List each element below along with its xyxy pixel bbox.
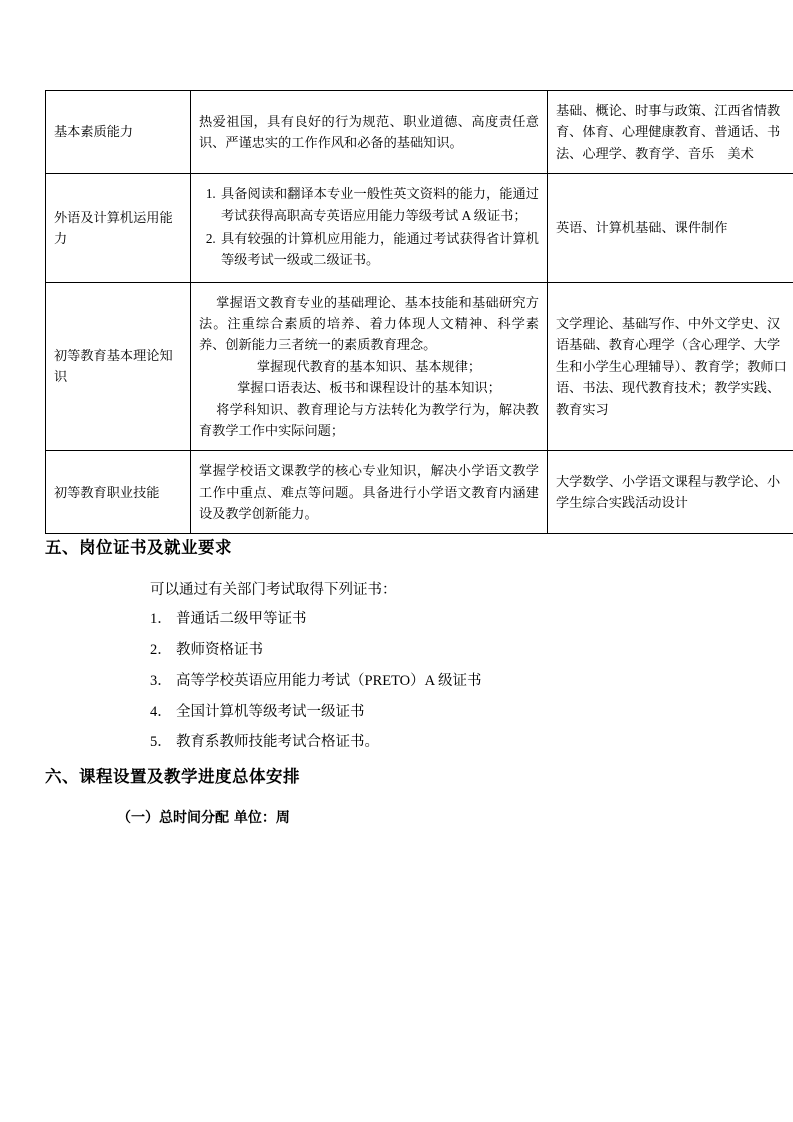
section-six-heading: 六、课程设置及教学进度总体安排 <box>45 767 300 787</box>
table-body <box>46 91 793 534</box>
list-item-number: 3． <box>150 672 172 689</box>
description-text: 掌握学校语文课教学的核心专业知识，解决小学语文教学工作中重点、难点等问题。具备进行小学语文教育内涵建设及教学创新能力。 <box>199 463 539 521</box>
description-ordered-list <box>199 183 539 271</box>
list-item-number: 2． <box>150 642 172 659</box>
section-six-subheading: （一）总时间分配 单位：周 <box>117 810 290 827</box>
description-line: 将学科知识、教育理论与方法转化为教学行为，解决教育教学工作中实际问题； <box>199 401 539 438</box>
list-item: 1. 具备阅读和翻译本专业一般性英文资料的能力，能通过考试获得高职高专英语应用能力等级考试 A 级证书； <box>219 183 539 226</box>
row-description <box>191 282 548 451</box>
list-item <box>150 640 748 662</box>
list-item-label: 全国计算机等级考试一级证书 <box>176 703 365 720</box>
list-item-label: 教师资格证书 <box>176 642 263 659</box>
table-row <box>46 282 793 451</box>
list-item <box>150 609 748 631</box>
list-item <box>150 702 748 724</box>
row-category: 基本素质能力 <box>46 91 191 174</box>
description-text: 热爱祖国，具有良好的行为规范、职业道德、高度责任意识、严谨忠实的工作作风和必备的基础知识。 <box>199 113 539 151</box>
certificate-list <box>150 609 748 754</box>
list-item-number: 5． <box>150 734 172 751</box>
list-item-label: 教育系教师技能考试合格证书。 <box>176 734 379 751</box>
row-courses: 大学数学、小学语文课程与教学论、小学生综合实践活动设计 <box>548 451 793 534</box>
row-category: 外语及计算机运用能力 <box>46 174 191 283</box>
row-courses: 基础、概论、时事与政策、江西省情教育、体育、心理健康教育、普通话、书法、心理学、教育学、音乐 美术 <box>548 91 793 174</box>
row-category: 初等教育基本理论知识 <box>46 282 191 451</box>
list-item-label: 普通话二级甲等证书 <box>176 611 307 628</box>
list-item <box>150 671 748 693</box>
description-line: 掌握语文教育专业的基础理论、基本技能和基础研究方法。注重综合素质的培养、着力体现人文精神、科学素养、创新能力三者统一的素质教育理念。 <box>199 294 539 353</box>
description-line: 掌握口语表达、板书和课程设计的基本知识； <box>237 380 501 396</box>
description-lines <box>199 292 539 442</box>
row-courses: 文学理论、基础写作、中外文学史、汉语基础、教育心理学（含心理学、大学生和小学生心理辅导）、教育学；教师口语、书法、现代教育技术；教学实践、教育实习 <box>548 282 793 451</box>
section-five-heading: 五、岗位证书及就业要求 <box>45 538 232 558</box>
table-row <box>46 451 793 534</box>
skills-requirements-table <box>45 90 793 534</box>
list-item <box>150 732 748 754</box>
row-courses: 英语、计算机基础、课件制作 <box>548 174 793 283</box>
table-row <box>46 174 793 283</box>
description-line: 掌握现代教育的基本知识、基本规律； <box>256 358 482 374</box>
row-description <box>191 174 548 283</box>
list-item-number: 4． <box>150 703 172 720</box>
table-row <box>46 91 793 174</box>
list-item-label: 高等学校英语应用能力考试（PRETO）A 级证书 <box>176 672 482 689</box>
list-item: 2. 具有较强的计算机应用能力，能通过考试获得省计算机等级考试一级或二级证书。 <box>219 228 539 271</box>
list-item-number: 1． <box>150 611 172 628</box>
row-description <box>191 91 548 174</box>
section-five-intro: 可以通过有关部门考试取得下列证书： <box>150 582 397 599</box>
row-description <box>191 451 548 534</box>
row-category: 初等教育职业技能 <box>46 451 191 534</box>
